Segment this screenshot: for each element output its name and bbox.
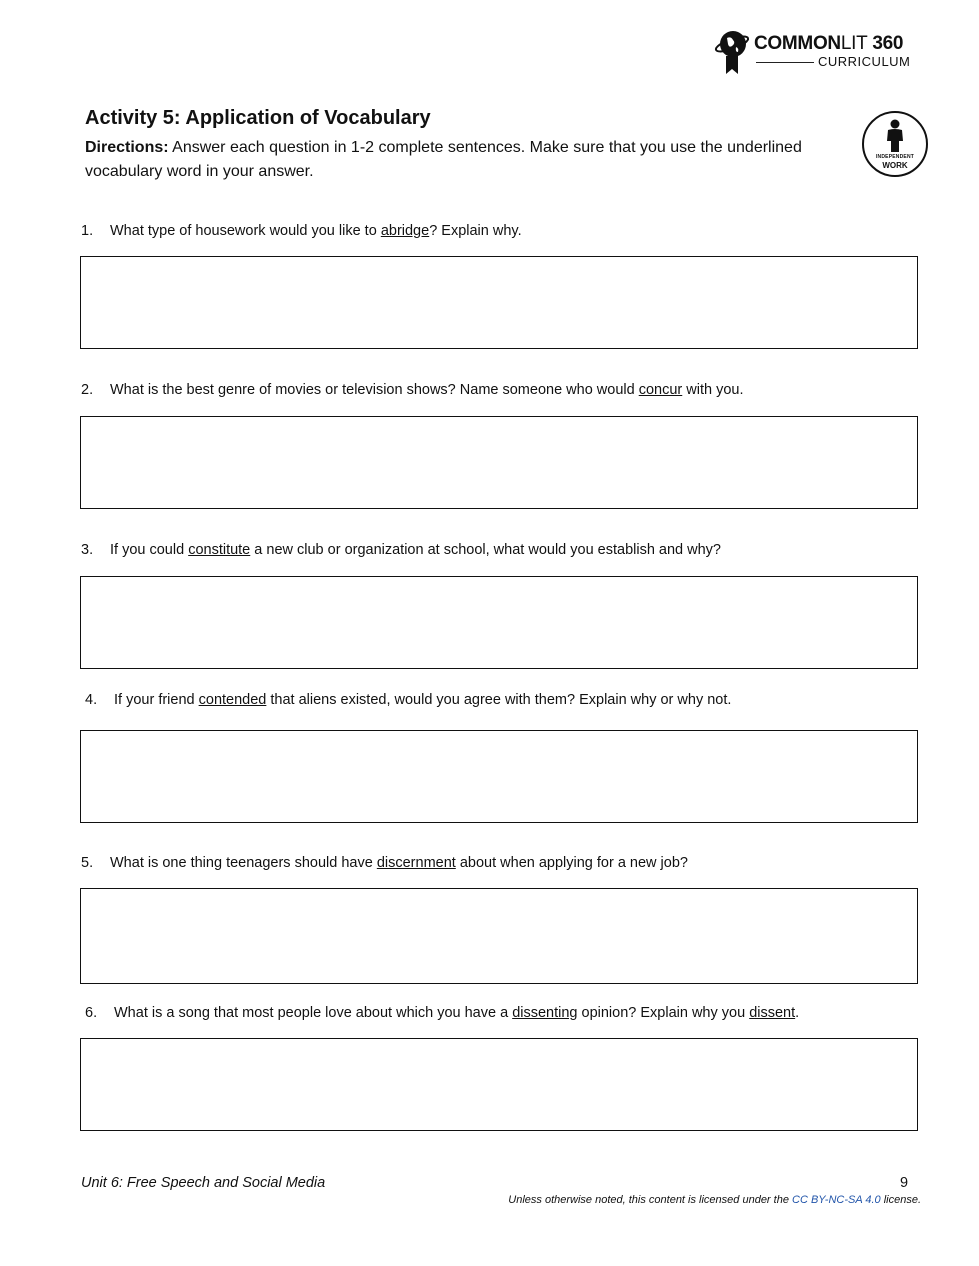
answer-box-5[interactable] — [80, 888, 918, 984]
directions-text: Answer each question in 1-2 complete sentences. Make sure that you use the underlined vocabulary word in your answer. — [85, 139, 802, 180]
question-4: 4. If your friend contended that aliens existed, would you agree with them? Explain why or why not. — [85, 692, 732, 708]
answer-box-2[interactable] — [80, 416, 918, 509]
directions-label: Directions: — [85, 139, 169, 156]
globe-ribbon-icon — [714, 28, 750, 76]
vocab-word: contended — [198, 692, 267, 708]
question-6: 6. What is a song that most people love about which you have a dissenting opinion? Explain why you dissent. — [85, 1005, 800, 1021]
vocab-word: constitute — [188, 542, 251, 558]
vocab-word: dissenting — [512, 1005, 578, 1021]
answer-box-1[interactable] — [80, 256, 918, 349]
badge-line1: INDEPENDENT — [875, 154, 915, 160]
vocab-word: dissent — [749, 1005, 796, 1021]
logo-wordmark: COMMONLIT 360 — [754, 33, 904, 54]
license-notice: Unless otherwise noted, this content is licensed under the CC BY-NC-SA 4.0 license. — [508, 1194, 921, 1206]
answer-box-6[interactable] — [80, 1038, 918, 1131]
question-3: 3. If you could constitute a new club or organization at school, what would you establish and why? — [81, 542, 721, 558]
question-2: 2. What is the best genre of movies or television shows? Name someone who would concur with you. — [81, 382, 744, 398]
page-number: 9 — [900, 1175, 909, 1191]
vocab-word: concur — [638, 382, 683, 398]
question-5: 5. What is one thing teenagers should have discernment about when applying for a new job? — [81, 855, 688, 871]
independent-work-badge — [862, 111, 928, 177]
answer-box-3[interactable] — [80, 576, 918, 669]
badge-line2: WORK — [882, 161, 908, 170]
question-1: 1. What type of housework would you like to abridge? Explain why. — [81, 223, 522, 239]
activity-title: Activity 5: Application of Vocabulary — [85, 107, 431, 129]
vocab-word: discernment — [376, 855, 456, 871]
directions — [85, 136, 845, 184]
license-link[interactable]: CC BY-NC-SA 4.0 — [792, 1194, 881, 1206]
commonlit-logo — [714, 28, 924, 76]
logo-subtitle: CURRICULUM — [818, 54, 911, 69]
logo-divider — [756, 62, 814, 63]
vocab-word: abridge — [380, 223, 430, 239]
person-icon — [882, 119, 908, 153]
answer-box-4[interactable] — [80, 730, 918, 823]
unit-label: Unit 6: Free Speech and Social Media — [81, 1175, 326, 1191]
